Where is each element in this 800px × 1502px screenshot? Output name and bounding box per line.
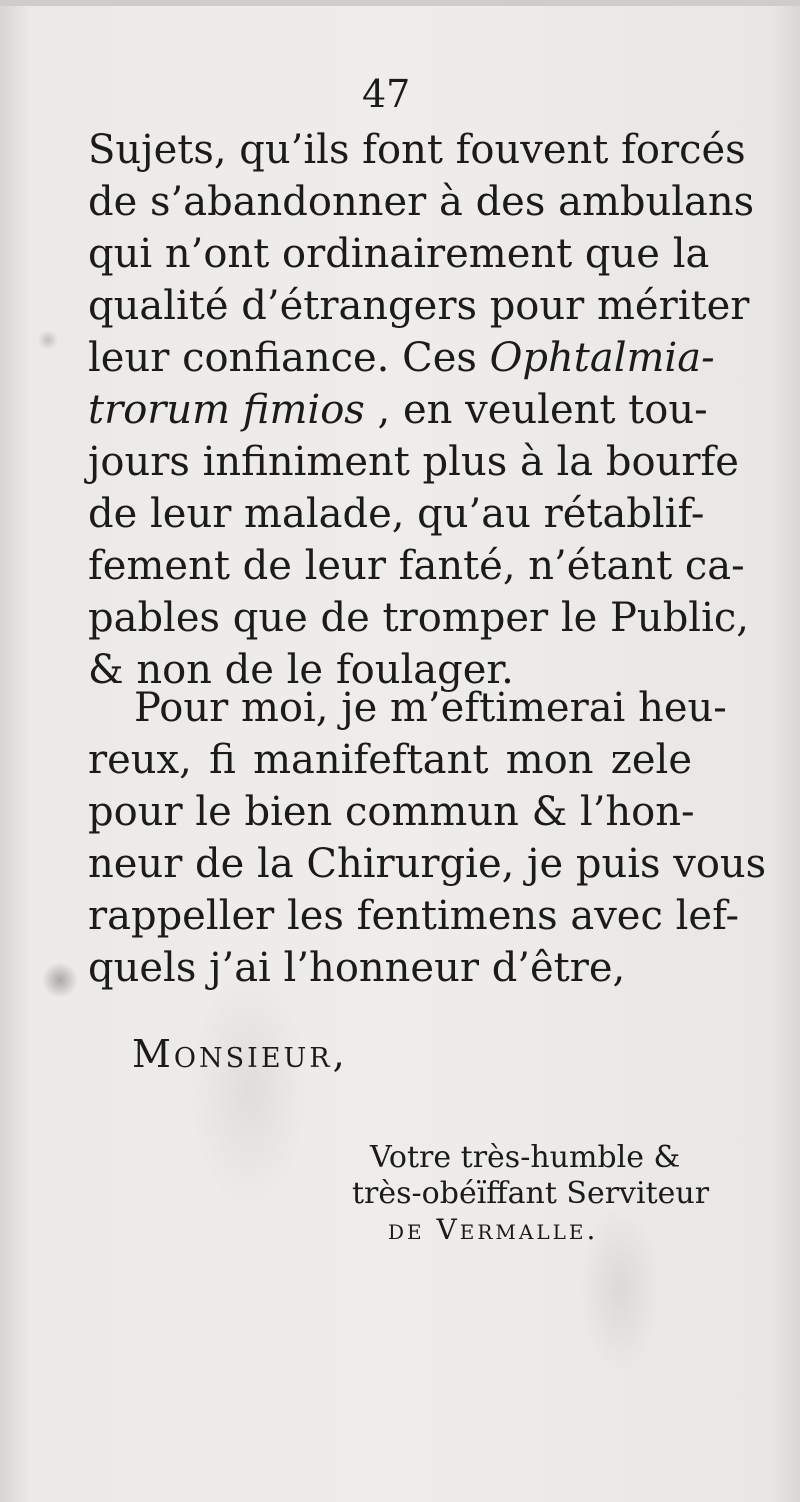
text-line: Pour moi, je m’eftimerai heu- [134, 685, 727, 731]
text-line: rappeller les fentimens avec lef- [88, 893, 739, 939]
signature: de Vermalle. [388, 1213, 599, 1246]
text-line: jours infiniment plus à la bourfe [88, 439, 739, 485]
text-line: qui n’ont ordinairement que la [88, 231, 710, 277]
italic-term: trorum fimios [88, 387, 365, 433]
page-top-edge [0, 0, 800, 6]
text-line: neur de la Chirurgie, je puis vous [88, 841, 767, 887]
page-number: 47 [362, 72, 411, 116]
salutation: Monsieur, [132, 1032, 348, 1076]
closing-line: Votre très-humble & [370, 1140, 681, 1175]
text-line [88, 332, 715, 384]
text-segment: leur confiance. Ces [88, 335, 477, 381]
closing-line: très-obéïffant Serviteur [352, 1176, 710, 1211]
italic-term: Ophtalmia- [489, 335, 715, 381]
text-line [88, 384, 708, 436]
text-line: pables que de tromper le Public, [88, 595, 749, 641]
text-line: & non de le foulager. [88, 647, 514, 693]
text-segment: , en veulent tou- [377, 387, 708, 433]
text-line: Sujets, qu’ils font fouvent forcés [88, 127, 746, 173]
text-line: quels j’ai l’honneur d’être, [88, 945, 626, 991]
text-line: de s’abandonner à des ambulans [88, 179, 755, 225]
text-line: pour le bien commun & l’hon- [88, 789, 695, 835]
text-line: de leur malade, qu’au rétablif- [88, 491, 705, 537]
text-line: qualité d’étrangers pour mériter [88, 283, 750, 329]
text-line: reux, fi manifeftant mon zele [88, 737, 692, 783]
text-line: fement de leur fanté, n’étant ca- [88, 543, 745, 589]
